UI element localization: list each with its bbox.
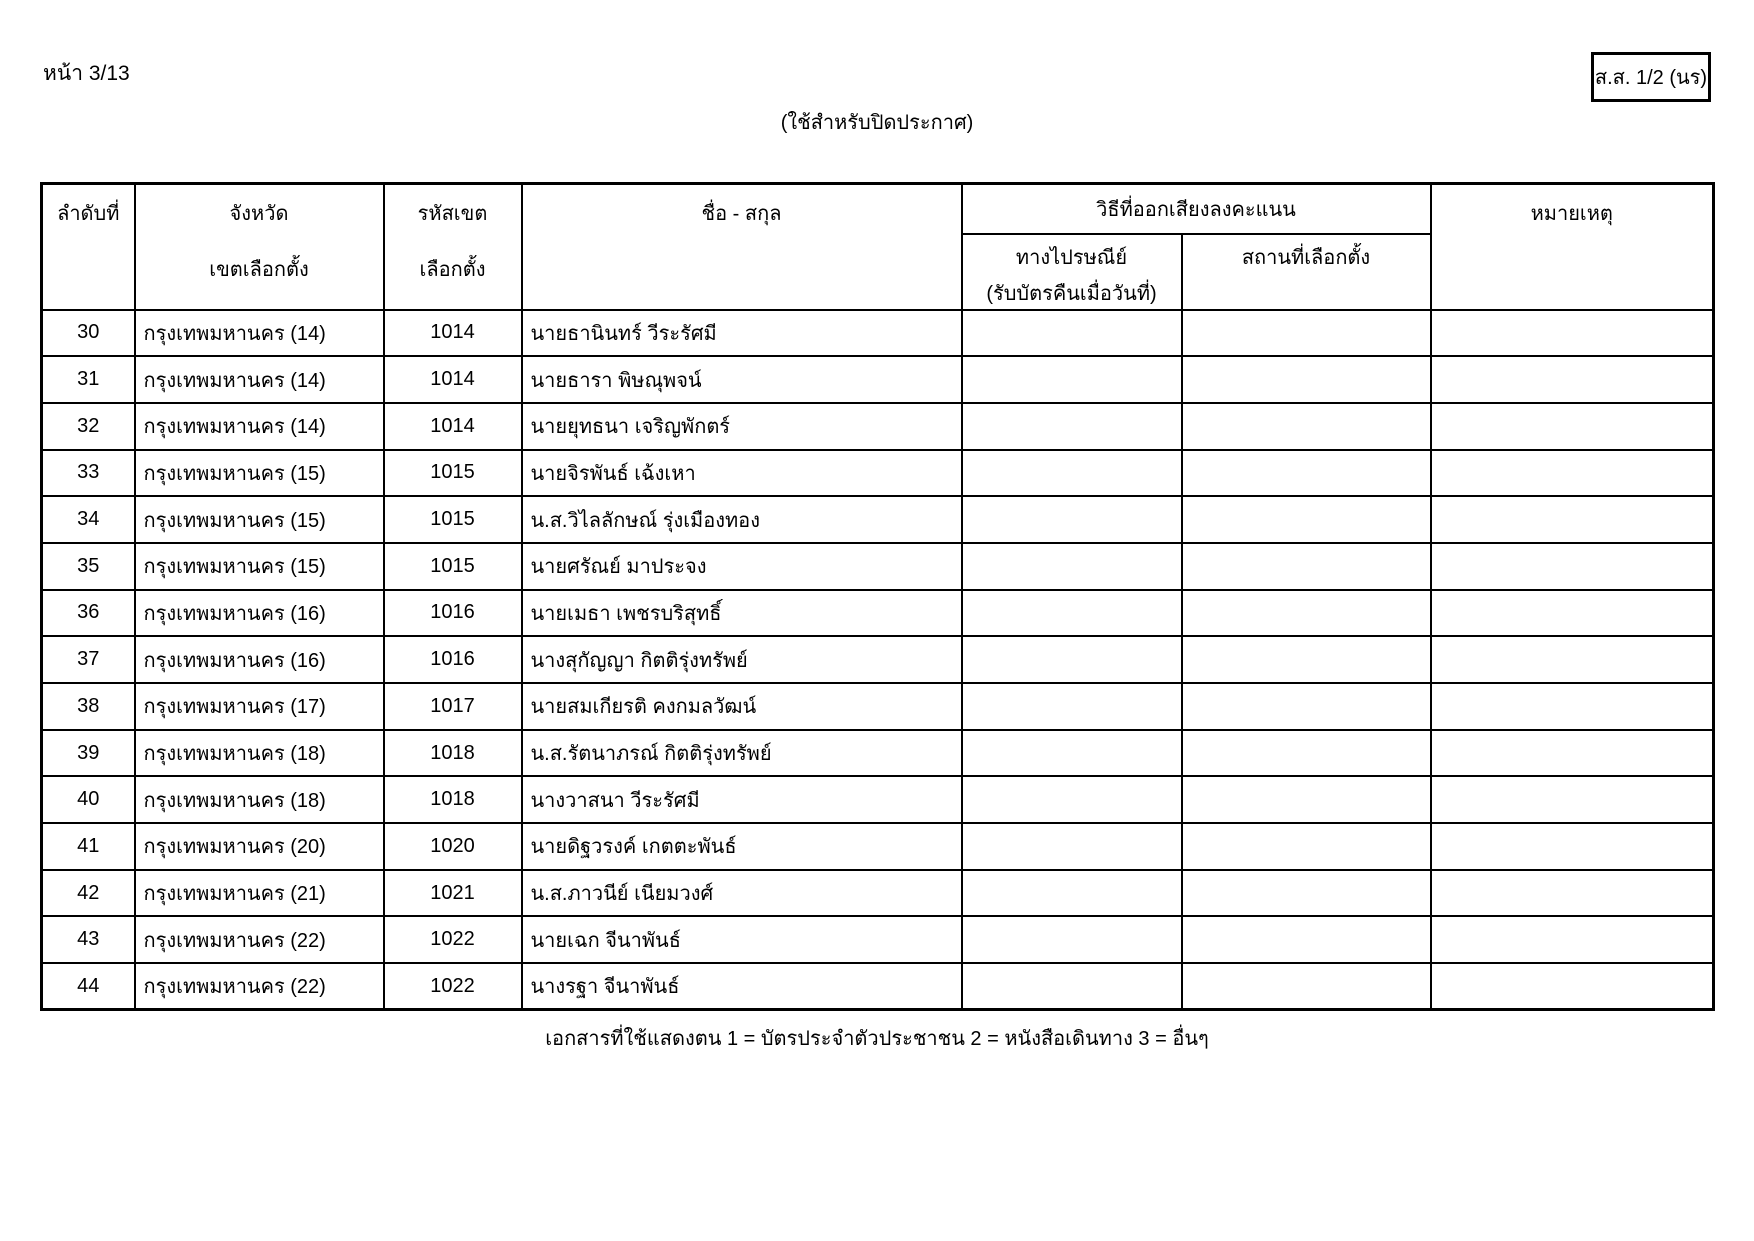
header-postal bbox=[962, 234, 1182, 310]
cell-name: นายดิฐวรงค์ เกตตะพันธ์ bbox=[522, 823, 962, 870]
roster-table bbox=[40, 182, 1715, 1011]
cell-polling-place bbox=[1182, 450, 1431, 497]
cell-remarks bbox=[1431, 683, 1714, 730]
table-row bbox=[42, 916, 1714, 963]
cell-postal bbox=[962, 916, 1182, 963]
cell-remarks bbox=[1431, 823, 1714, 870]
cell-name: นายยุทธนา เจริญพักตร์ bbox=[522, 403, 962, 450]
cell-province: กรุงเทพมหานคร (14) bbox=[135, 403, 384, 450]
cell-province: กรุงเทพมหานคร (14) bbox=[135, 310, 384, 357]
header-no bbox=[42, 184, 135, 310]
cell-district-code: 1022 bbox=[384, 916, 522, 963]
cell-name: นายจิรพันธ์ เฉ้งเหา bbox=[522, 450, 962, 497]
cell-district-code: 1022 bbox=[384, 963, 522, 1010]
cell-province: กรุงเทพมหานคร (15) bbox=[135, 543, 384, 590]
header-polling-place bbox=[1182, 234, 1431, 310]
cell-remarks bbox=[1431, 543, 1714, 590]
table-row bbox=[42, 543, 1714, 590]
cell-polling-place bbox=[1182, 543, 1431, 590]
cell-no: 32 bbox=[42, 403, 135, 450]
cell-district-code: 1018 bbox=[384, 776, 522, 823]
header-postal-line1: ทางไปรษณีย์ bbox=[1015, 246, 1128, 269]
cell-remarks bbox=[1431, 963, 1714, 1010]
form-code-box bbox=[1591, 52, 1711, 102]
cell-polling-place bbox=[1182, 590, 1431, 637]
header-name bbox=[522, 184, 962, 310]
cell-postal bbox=[962, 730, 1182, 777]
cell-no: 30 bbox=[42, 310, 135, 357]
cell-district-code: 1016 bbox=[384, 590, 522, 637]
cell-district-code: 1021 bbox=[384, 870, 522, 917]
cell-name: นายเฉก จีนาพันธ์ bbox=[522, 916, 962, 963]
cell-no: 37 bbox=[42, 636, 135, 683]
cell-remarks bbox=[1431, 310, 1714, 357]
table-row bbox=[42, 590, 1714, 637]
cell-province: กรุงเทพมหานคร (14) bbox=[135, 356, 384, 403]
cell-no: 41 bbox=[42, 823, 135, 870]
cell-no: 44 bbox=[42, 963, 135, 1010]
cell-province: กรุงเทพมหานคร (22) bbox=[135, 963, 384, 1010]
cell-name: น.ส.ภาวนีย์ เนียมวงศ์ bbox=[522, 870, 962, 917]
cell-province: กรุงเทพมหานคร (18) bbox=[135, 730, 384, 777]
cell-postal bbox=[962, 963, 1182, 1010]
cell-postal bbox=[962, 496, 1182, 543]
cell-no: 40 bbox=[42, 776, 135, 823]
cell-postal bbox=[962, 310, 1182, 357]
table-row bbox=[42, 730, 1714, 777]
header-remarks-label: หมายเหตุ bbox=[1530, 203, 1613, 225]
cell-province: กรุงเทพมหานคร (16) bbox=[135, 636, 384, 683]
header-no-label: ลำดับที่ bbox=[57, 203, 120, 225]
cell-no: 35 bbox=[42, 543, 135, 590]
table-row bbox=[42, 776, 1714, 823]
cell-name: นางรฐา จีนาพันธ์ bbox=[522, 963, 962, 1010]
cell-district-code: 1014 bbox=[384, 403, 522, 450]
cell-postal bbox=[962, 776, 1182, 823]
table-row bbox=[42, 963, 1714, 1010]
cell-polling-place bbox=[1182, 683, 1431, 730]
table-row bbox=[42, 356, 1714, 403]
cell-postal bbox=[962, 590, 1182, 637]
cell-remarks bbox=[1431, 870, 1714, 917]
header-code-line2: เลือกตั้ง bbox=[419, 259, 486, 281]
cell-polling-place bbox=[1182, 310, 1431, 357]
cell-polling-place bbox=[1182, 870, 1431, 917]
cell-district-code: 1015 bbox=[384, 450, 522, 497]
cell-province: กรุงเทพมหานคร (18) bbox=[135, 776, 384, 823]
header-district-code bbox=[384, 184, 522, 310]
cell-district-code: 1017 bbox=[384, 683, 522, 730]
cell-district-code: 1014 bbox=[384, 356, 522, 403]
cell-no: 31 bbox=[42, 356, 135, 403]
cell-district-code: 1014 bbox=[384, 310, 522, 357]
table-header bbox=[42, 184, 1714, 310]
cell-polling-place bbox=[1182, 916, 1431, 963]
cell-name: นายเมธา เพชรบริสุทธิ์ bbox=[522, 590, 962, 637]
header-postal-line2: (รับบัตรคืนเมื่อวันที่) bbox=[986, 282, 1157, 305]
cell-postal bbox=[962, 403, 1182, 450]
cell-remarks bbox=[1431, 403, 1714, 450]
header-code-line1: รหัสเขต bbox=[417, 203, 488, 225]
table-row bbox=[42, 823, 1714, 870]
table-row bbox=[42, 636, 1714, 683]
roster-table-container bbox=[40, 182, 1712, 1011]
table-row bbox=[42, 310, 1714, 357]
cell-province: กรุงเทพมหานคร (15) bbox=[135, 450, 384, 497]
cell-polling-place bbox=[1182, 403, 1431, 450]
cell-name: นายธานินทร์ วีระรัศมี bbox=[522, 310, 962, 357]
cell-polling-place bbox=[1182, 963, 1431, 1010]
header-name-label: ชื่อ - สกุล bbox=[701, 203, 782, 225]
cell-province: กรุงเทพมหานคร (22) bbox=[135, 916, 384, 963]
cell-province: กรุงเทพมหานคร (15) bbox=[135, 496, 384, 543]
cell-no: 39 bbox=[42, 730, 135, 777]
cell-district-code: 1016 bbox=[384, 636, 522, 683]
cell-postal bbox=[962, 356, 1182, 403]
header-voting-method bbox=[962, 184, 1431, 234]
cell-postal bbox=[962, 823, 1182, 870]
header-remarks bbox=[1431, 184, 1714, 310]
header-province-line2: เขตเลือกตั้ง bbox=[209, 259, 309, 281]
cell-no: 43 bbox=[42, 916, 135, 963]
cell-province: กรุงเทพมหานคร (16) bbox=[135, 590, 384, 637]
cell-name: นางสุกัญญา กิตติรุ่งทรัพย์ bbox=[522, 636, 962, 683]
cell-polling-place bbox=[1182, 823, 1431, 870]
cell-province: กรุงเทพมหานคร (20) bbox=[135, 823, 384, 870]
table-row bbox=[42, 403, 1714, 450]
footer-note: เอกสารที่ใช้แสดงตน 1 = บัตรประจำตัวประชาชน 2 = หนังสือเดินทาง 3 = อื่นๆ bbox=[545, 1028, 1209, 1050]
cell-name: นางวาสนา วีระรัศมี bbox=[522, 776, 962, 823]
cell-postal bbox=[962, 450, 1182, 497]
cell-postal bbox=[962, 636, 1182, 683]
cell-no: 38 bbox=[42, 683, 135, 730]
cell-remarks bbox=[1431, 450, 1714, 497]
table-row bbox=[42, 450, 1714, 497]
cell-remarks bbox=[1431, 590, 1714, 637]
cell-district-code: 1015 bbox=[384, 496, 522, 543]
cell-name: น.ส.วิไลลักษณ์ รุ่งเมืองทอง bbox=[522, 496, 962, 543]
cell-remarks bbox=[1431, 776, 1714, 823]
cell-name: น.ส.รัตนาภรณ์ กิตติรุ่งทรัพย์ bbox=[522, 730, 962, 777]
cell-no: 33 bbox=[42, 450, 135, 497]
cell-no: 36 bbox=[42, 590, 135, 637]
table-row bbox=[42, 496, 1714, 543]
cell-postal bbox=[962, 870, 1182, 917]
page-number-label: หน้า 3/13 bbox=[43, 62, 130, 85]
cell-polling-place bbox=[1182, 356, 1431, 403]
cell-polling-place bbox=[1182, 636, 1431, 683]
table-row bbox=[42, 683, 1714, 730]
cell-remarks bbox=[1431, 730, 1714, 777]
cell-province: กรุงเทพมหานคร (17) bbox=[135, 683, 384, 730]
header-province-line1: จังหวัด bbox=[229, 203, 289, 225]
cell-name: นายธารา พิษณุพจน์ bbox=[522, 356, 962, 403]
cell-district-code: 1020 bbox=[384, 823, 522, 870]
table-row bbox=[42, 870, 1714, 917]
cell-name: นายสมเกียรติ คงกมลวัฒน์ bbox=[522, 683, 962, 730]
header-voting-method-label: วิธีที่ออกเสียงลงคะแนน bbox=[1096, 198, 1296, 221]
cell-polling-place bbox=[1182, 776, 1431, 823]
cell-remarks bbox=[1431, 916, 1714, 963]
cell-no: 34 bbox=[42, 496, 135, 543]
cell-polling-place bbox=[1182, 496, 1431, 543]
cell-no: 42 bbox=[42, 870, 135, 917]
cell-remarks bbox=[1431, 356, 1714, 403]
table-body bbox=[42, 310, 1714, 1010]
cell-district-code: 1015 bbox=[384, 543, 522, 590]
cell-remarks bbox=[1431, 636, 1714, 683]
header-province bbox=[135, 184, 384, 310]
cell-postal bbox=[962, 543, 1182, 590]
cell-district-code: 1018 bbox=[384, 730, 522, 777]
cell-postal bbox=[962, 683, 1182, 730]
form-code-label: ส.ส. 1/2 (นร) bbox=[1594, 67, 1708, 89]
cell-remarks bbox=[1431, 496, 1714, 543]
cell-name: นายศรัณย์ มาประจง bbox=[522, 543, 962, 590]
cell-polling-place bbox=[1182, 730, 1431, 777]
document-subtitle: (ใช้สำหรับปิดประกาศ) bbox=[780, 112, 974, 134]
cell-province: กรุงเทพมหานคร (21) bbox=[135, 870, 384, 917]
header-polling-place-label: สถานที่เลือกตั้ง bbox=[1241, 246, 1371, 269]
